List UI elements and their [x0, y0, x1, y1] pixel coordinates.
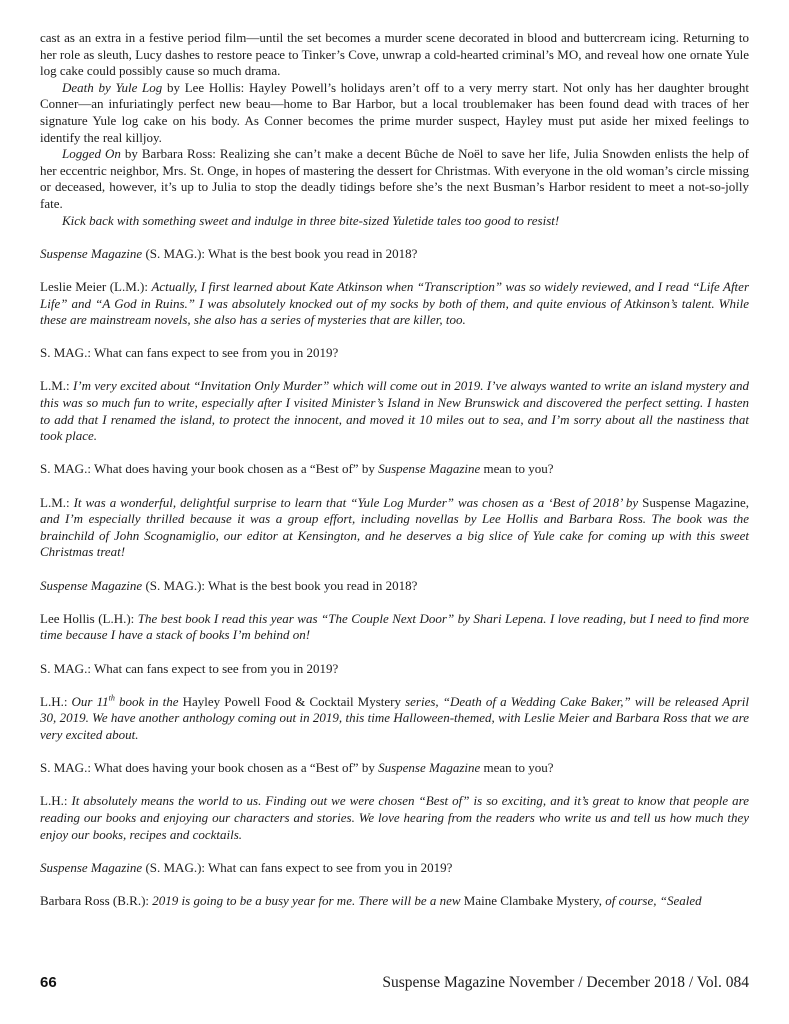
text-run: It absolutely means the world to us. Finding out we were chosen “Best of” is so exciting, and it’s great to know that people are reading our books and enjoying our characters and stories. We love hearing from the readers who write us and tell us how much they enjoy our books, recipes and cocktails.	[40, 793, 749, 842]
text-run: and I’m especially thrilled because it was a group effort, including novellas by Lee Hollis and Barbara Ross. The book was the brainchild of John Scognamiglio, our editor at Kensington, and he deserves a big slice of Yule cake for coming up with this sweet Christmas treat!	[40, 511, 749, 560]
text-run: Barbara Ross (B.R.):	[40, 892, 153, 908]
text-run: Suspense Magazine	[378, 461, 481, 477]
text-run: Suspense Magazine	[378, 760, 481, 776]
paragraph	[40, 661, 749, 678]
text-run: Actually, I first learned about Kate Atkinson when “Transcription” was so widely reviewed, and I read “Life After Life” and “A God in Ruins.” I was absolutely knocked out of my socks by both of them, and quite envious of Atkinson’s talent. While these are mainstream novels, she also has a series of mysteries that are killer, too.	[40, 278, 749, 328]
text-run: L.M.:	[40, 494, 74, 510]
text-run: Suspense Magazine	[40, 577, 143, 593]
text-run: 2019 is going to be a busy year for me. There will be a new	[152, 892, 464, 908]
text-run: S. MAG.: What does having your book chosen as a “Best of” by	[40, 760, 379, 776]
text-run: (S. MAG.): What is the best book you read in 2018?	[142, 577, 418, 593]
text-run: S. MAG.: What can fans expect to see from you in 2019?	[40, 345, 339, 361]
text-run: Suspense Magazine,	[642, 494, 749, 510]
text-run: (S. MAG.): What is the best book you read in 2018?	[142, 245, 418, 261]
paragraph	[40, 461, 749, 478]
paragraph	[40, 760, 749, 777]
paragraph	[40, 893, 749, 910]
text-run: mean to you?	[480, 461, 554, 477]
page-footer	[40, 974, 749, 992]
paragraph	[40, 611, 749, 644]
text-run: (S. MAG.): What can fans expect to see from you in 2019?	[142, 859, 453, 875]
paragraph	[40, 246, 749, 263]
text-run: Death by Yule Log	[62, 79, 163, 95]
text-run: Lee Hollis (L.H.):	[40, 610, 138, 626]
paragraph	[40, 495, 749, 561]
text-run: L.M.:	[40, 378, 73, 394]
paragraph	[40, 345, 749, 362]
paragraph	[40, 30, 749, 80]
text-run: Our 11	[71, 693, 109, 709]
text-run: Maine Clambake Mystery,	[463, 892, 602, 908]
paragraph	[40, 146, 749, 212]
text-run: by Lee Hollis: Hayley Powell’s holidays aren’t off to a very merry start. Not only has her daughter brought Conner—an infuriatingly perfect new beau—home to Bar Harbor, but a local troublemaker has been found dead with traces of her signature Yule log cake on his body. As Conner becomes the prime murder suspect, Hayley must put aside her mixed feelings to identify the real killjoy.	[40, 79, 749, 145]
paragraph	[40, 80, 749, 146]
page-number: 66	[40, 974, 57, 991]
text-run: Suspense Magazine	[40, 859, 143, 875]
text-run: L.H.:	[40, 793, 72, 809]
paragraph	[40, 694, 749, 744]
text-run: book in the	[114, 693, 183, 709]
paragraph	[40, 378, 749, 444]
text-run: series, “Death of a Wedding Cake Baker,” will be released April 30, 2019. We have another anthology coming out in 2019, this time Halloween-themed, with Leslie Meier and Barbara Ross that we are very excited about.	[40, 693, 749, 742]
paragraph	[40, 793, 749, 843]
text-run: Hayley Powell Food & Cocktail Mystery	[182, 693, 401, 709]
text-run: th	[108, 693, 115, 703]
text-run: by Barbara Ross: Realizing she can’t make a decent Bûche de Noël to save her life, Julia Snowden enlists the help of her eccentric neighbor, Mrs. St. Onge, in hopes of mastering the dessert for Christmas. With everyone in the old woman’s circle missing or deceased, however, it’s up to Julia to stop the deadly tidings before she’s the next Busman’s Harbor resident to meet a not-so-jolly fate.	[40, 146, 749, 211]
paragraph	[40, 578, 749, 595]
text-run: cast as an extra in a festive period film—until the set becomes a murder scene decorated in blood and buttercream icing. Returning to her role as sleuth, Lucy dashes to restore peace to Tinker’s Cove, unwrap a cold-hearted criminal’s MO, and reveal how one ornate Yule log cake could possibly cause so much drama.	[40, 30, 749, 79]
text-run: mean to you?	[480, 760, 554, 776]
text-run: Kick back with something sweet and indulge in three bite-sized Yuletide tales too good to resist!	[62, 212, 560, 228]
issue-info: Suspense Magazine November / December 2018 / Vol. 084	[382, 974, 749, 991]
article-body	[40, 30, 749, 909]
text-run: I’m very excited about “Invitation Only Murder” which will come out in 2019. I’ve always wanted to write an island mystery and this was so much fun to write, especially after I visited Minister’s Island in New Brunswick and discovered the perfect setting. I hasten to add that I renamed the island, to protect the innocent, and moved it 10 miles out to sea, and I’m sorry about all the nastiness that took place.	[40, 378, 749, 444]
paragraph	[40, 279, 749, 329]
text-run: L.H.:	[40, 693, 72, 709]
text-run: Suspense Magazine	[40, 245, 143, 261]
text-run: of course, “Sealed	[601, 892, 702, 908]
text-run: S. MAG.: What does having your book chosen as a “Best of” by	[40, 461, 379, 477]
text-run: Logged On	[62, 146, 121, 162]
paragraph	[40, 860, 749, 877]
text-run: It was a wonderful, delightful surprise to learn that “Yule Log Murder” was chosen as a ‘Best of 2018’ by	[73, 494, 643, 510]
text-run: The best book I read this year was “The Couple Next Door” by Shari Lepena. I love reading, but I need to find more time because I have a stack of books I’m behind on!	[40, 610, 749, 643]
text-run: S. MAG.: What can fans expect to see from you in 2019?	[40, 660, 339, 676]
text-run: Leslie Meier (L.M.):	[40, 278, 152, 294]
paragraph	[40, 213, 749, 230]
